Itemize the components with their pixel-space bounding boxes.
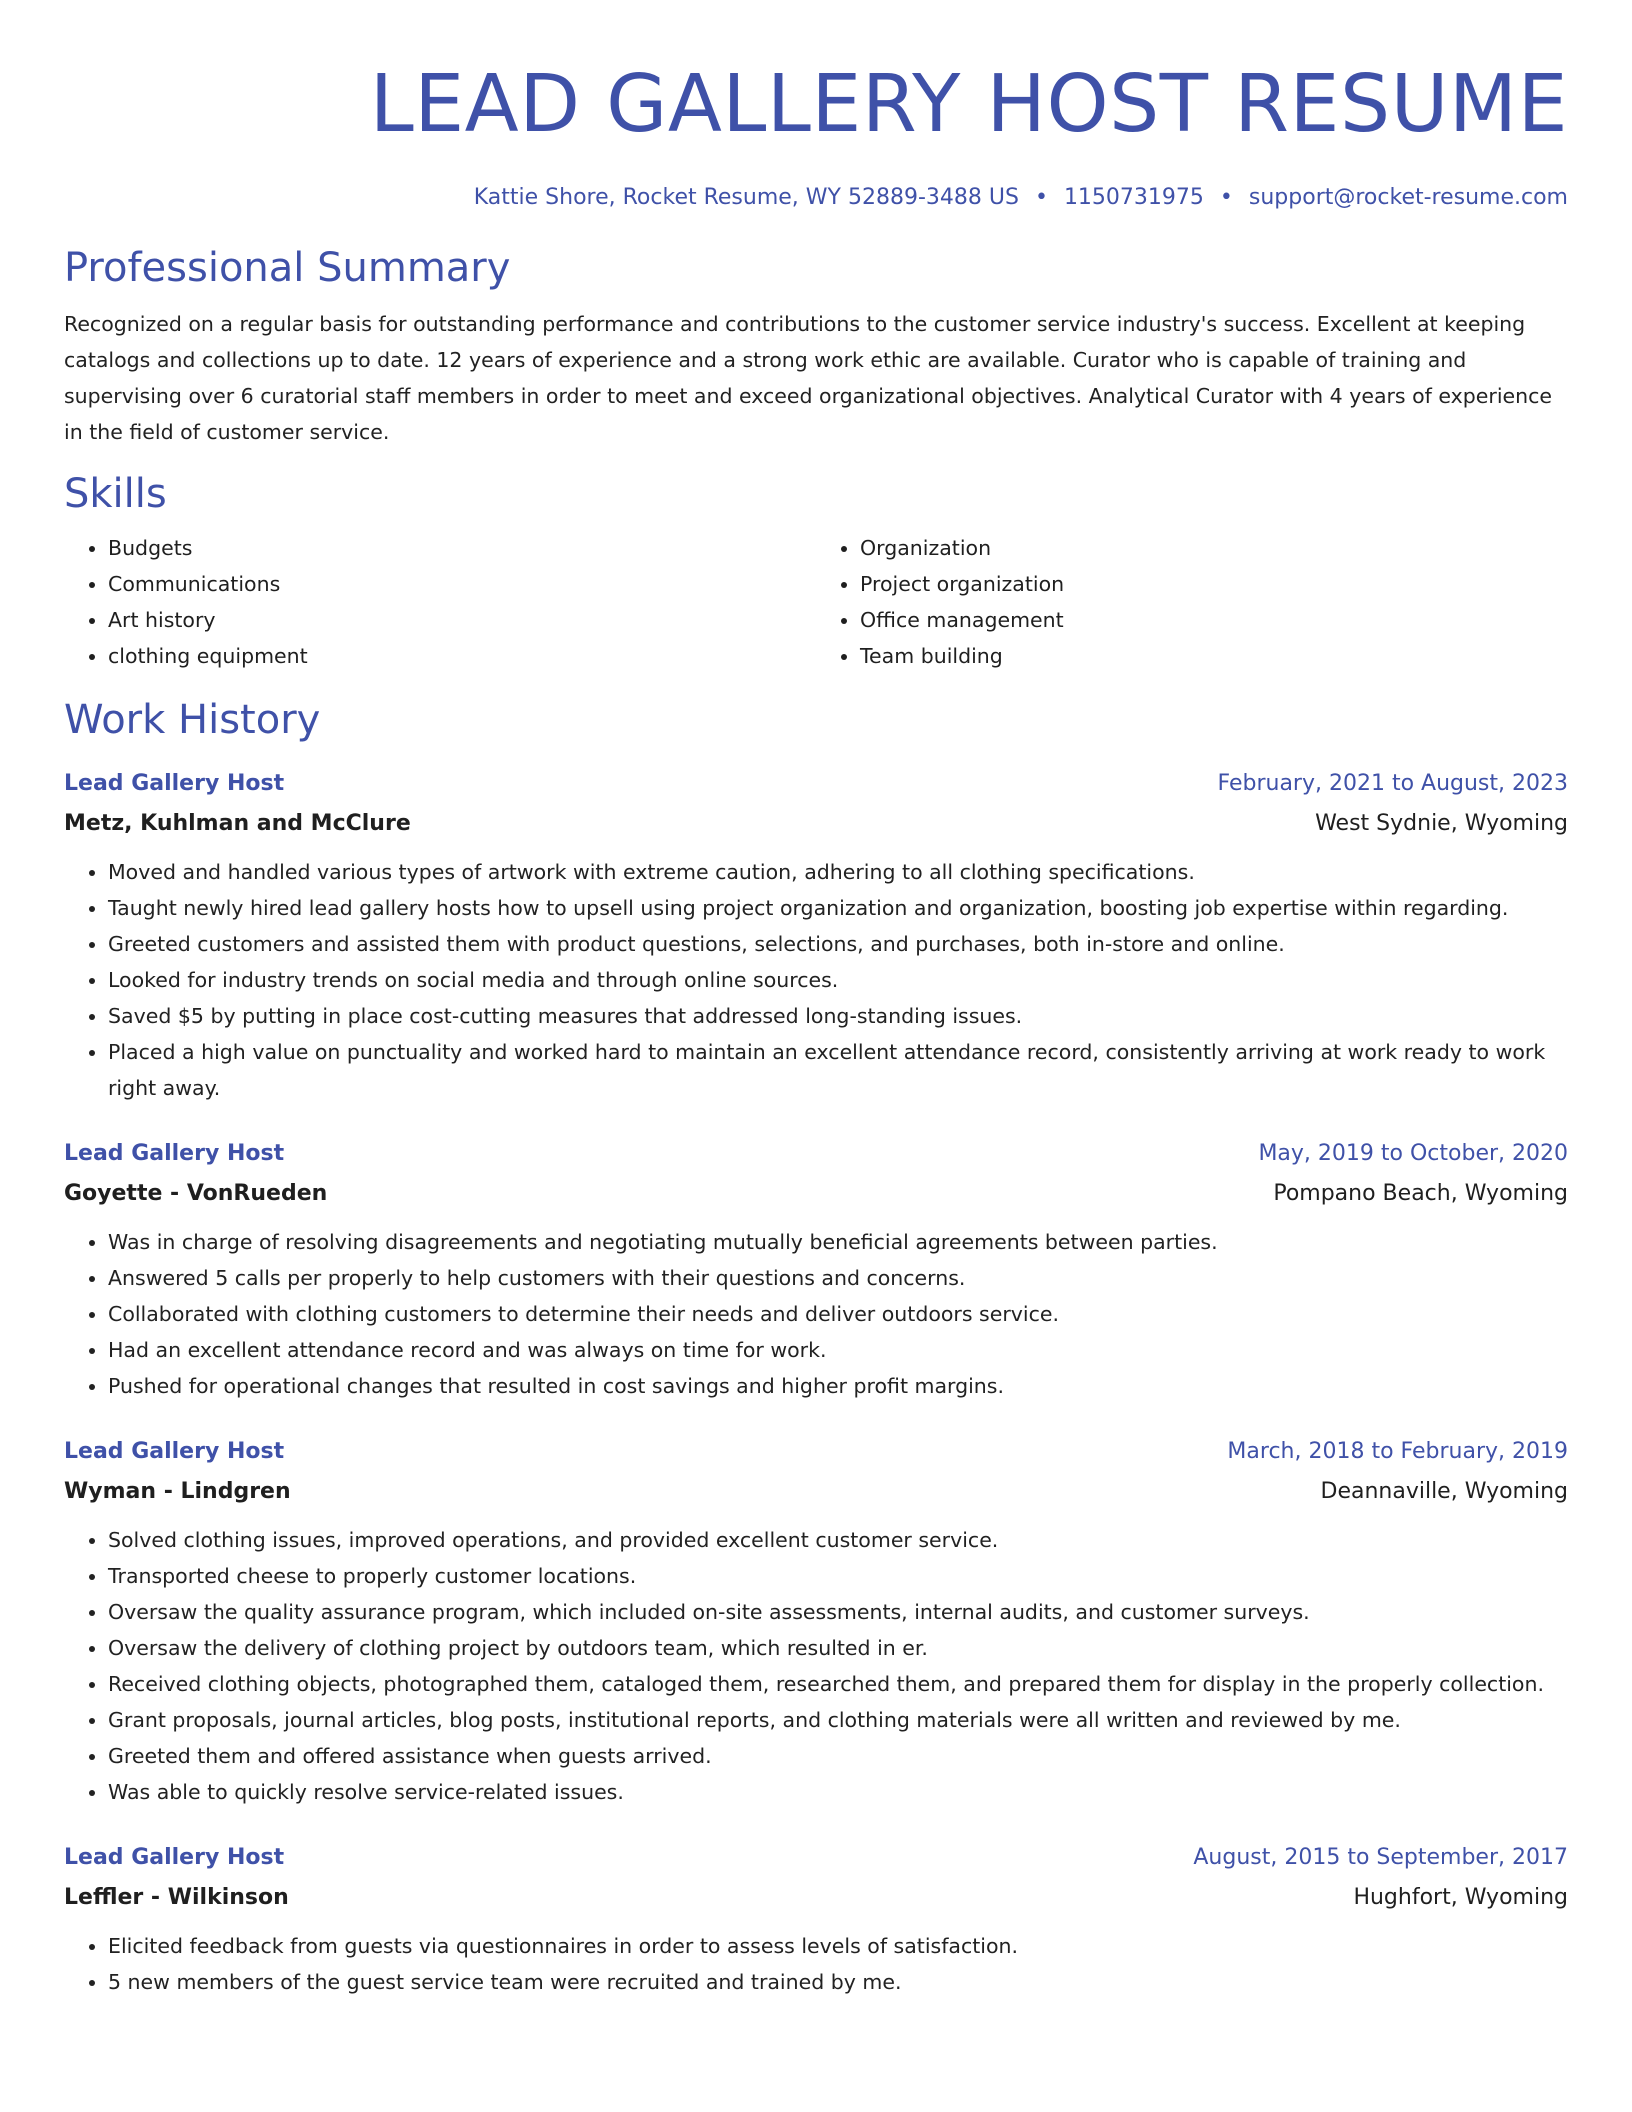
- job-employer-row: [64, 1878, 1568, 1918]
- job-bullet: • Pushed for operational changes that resulted in cost savings and higher profit margins.: [108, 1368, 1568, 1404]
- job-employer-row: [64, 1472, 1568, 1512]
- job-bullets: [64, 1224, 1568, 1404]
- job-bullet: • Transported cheese to properly customer locations.: [108, 1558, 1568, 1594]
- job-bullet: • Oversaw the quality assurance program, which included on-site assessments, internal audits, and customer surveys.: [108, 1594, 1568, 1630]
- work-history-heading: Work History: [64, 697, 321, 743]
- skill-item: • Team building: [860, 638, 1568, 674]
- job-header-row: [64, 1432, 1568, 1472]
- job-bullet: • Greeted customers and assisted them with product questions, selections, and purchases, both in-store and online.: [108, 926, 1568, 962]
- contact-line: [64, 182, 1568, 214]
- job-header-row: [64, 1134, 1568, 1174]
- job-dates: February, 2021 to August, 2023: [1217, 771, 1568, 796]
- job-entry: [64, 1838, 1568, 2000]
- job-bullet: • Elicited feedback from guests via questionnaires in order to assess levels of satisfaction.: [108, 1928, 1568, 1964]
- job-dates: August, 2015 to September, 2017: [1193, 1845, 1568, 1870]
- job-bullet: • Looked for industry trends on social media and through online sources.: [108, 962, 1568, 998]
- contact-email[interactable]: support@rocket-resume.com: [1248, 185, 1568, 210]
- job-bullets: [64, 854, 1568, 1106]
- job-title: Lead Gallery Host: [64, 1845, 285, 1870]
- job-bullet: • Greeted them and offered assistance when guests arrived.: [108, 1738, 1568, 1774]
- job-company: Goyette - VonRueden: [64, 1181, 328, 1206]
- job-location: Deannaville, Wyoming: [1320, 1479, 1568, 1504]
- job-bullet: • Received clothing objects, photographed them, cataloged them, researched them, and prepared them for display in the properly collection.: [108, 1666, 1568, 1702]
- job-entry: [64, 764, 1568, 1106]
- contact-separator: •: [1034, 185, 1048, 210]
- skills-column-left: [64, 530, 816, 674]
- job-title: Lead Gallery Host: [64, 1141, 285, 1166]
- job-bullet: • Grant proposals, journal articles, blog posts, institutional reports, and clothing materials were all written and reviewed by me.: [108, 1702, 1568, 1738]
- job-employer-row: [64, 1174, 1568, 1214]
- contact-address: Kattie Shore, Rocket Resume, WY 52889-3488 US: [473, 185, 1019, 210]
- skill-item: • Organization: [860, 530, 1568, 566]
- job-dates: May, 2019 to October, 2020: [1258, 1141, 1568, 1166]
- skills-column-right: [816, 530, 1568, 674]
- job-entry: [64, 1432, 1568, 1810]
- job-bullet: • Was in charge of resolving disagreements and negotiating mutually beneficial agreements between parties.: [108, 1224, 1568, 1260]
- contact-phone: 1150731975: [1063, 185, 1204, 210]
- job-bullet: • Oversaw the delivery of clothing project by outdoors team, which resulted in er.: [108, 1630, 1568, 1666]
- skill-item: • clothing equipment: [108, 638, 816, 674]
- job-company: Wyman - Lindgren: [64, 1479, 291, 1504]
- job-bullet: • Was able to quickly resolve service-related issues.: [108, 1774, 1568, 1810]
- job-bullet: • Solved clothing issues, improved operations, and provided excellent customer service.: [108, 1522, 1568, 1558]
- job-bullets: [64, 1928, 1568, 2000]
- skill-item: • Budgets: [108, 530, 816, 566]
- skills-list: [64, 530, 1568, 674]
- job-location: Pompano Beach, Wyoming: [1273, 1181, 1568, 1206]
- contact-separator: •: [1219, 185, 1233, 210]
- job-company: Metz, Kuhlman and McClure: [64, 811, 411, 836]
- skills-heading: Skills: [64, 471, 167, 517]
- job-bullet: • Saved $5 by putting in place cost-cutting measures that addressed long-standing issues.: [108, 998, 1568, 1034]
- job-entry: [64, 1134, 1568, 1404]
- job-bullet: • 5 new members of the guest service team were recruited and trained by me.: [108, 1964, 1568, 2000]
- summary-text: Recognized on a regular basis for outstanding performance and contributions to the customer service industry's success. Excellent at keeping catalogs and collections up to date. 12 years of experience and a strong work ethic are available. Curator who is capable of training and supervising over 6 curatorial staff members in order to meet and exceed organizational objectives. Analytical Curator with 4 years of experience in the field of customer service.: [64, 312, 1553, 444]
- job-header-row: [64, 764, 1568, 804]
- resume-title: LEAD GALLERY HOST RESUME: [369, 58, 1568, 150]
- job-header-row: [64, 1838, 1568, 1878]
- job-title: Lead Gallery Host: [64, 771, 285, 796]
- job-bullet: • Had an excellent attendance record and was always on time for work.: [108, 1332, 1568, 1368]
- job-bullets: [64, 1522, 1568, 1810]
- job-bullet: • Answered 5 calls per properly to help customers with their questions and concerns.: [108, 1260, 1568, 1296]
- summary-heading: Professional Summary: [64, 245, 511, 291]
- job-company: Leffler - Wilkinson: [64, 1885, 289, 1910]
- job-employer-row: [64, 804, 1568, 844]
- job-bullet: • Collaborated with clothing customers to determine their needs and deliver outdoors service.: [108, 1296, 1568, 1332]
- job-bullet: • Placed a high value on punctuality and worked hard to maintain an excellent attendance record, consistently arriving at work ready to work right away.: [108, 1034, 1568, 1106]
- job-title: Lead Gallery Host: [64, 1439, 285, 1464]
- job-location: Hughfort, Wyoming: [1353, 1885, 1568, 1910]
- skill-item: • Communications: [108, 566, 816, 602]
- job-bullet: • Moved and handled various types of artwork with extreme caution, adhering to all clothing specifications.: [108, 854, 1568, 890]
- job-dates: March, 2018 to February, 2019: [1227, 1439, 1568, 1464]
- skill-item: • Art history: [108, 602, 816, 638]
- resume-page: [64, 0, 1568, 2000]
- skill-item: • Office management: [860, 602, 1568, 638]
- skill-item: • Project organization: [860, 566, 1568, 602]
- job-bullet: • Taught newly hired lead gallery hosts how to upsell using project organization and organization, boosting job expertise within regarding.: [108, 890, 1568, 926]
- job-location: West Sydnie, Wyoming: [1315, 811, 1568, 836]
